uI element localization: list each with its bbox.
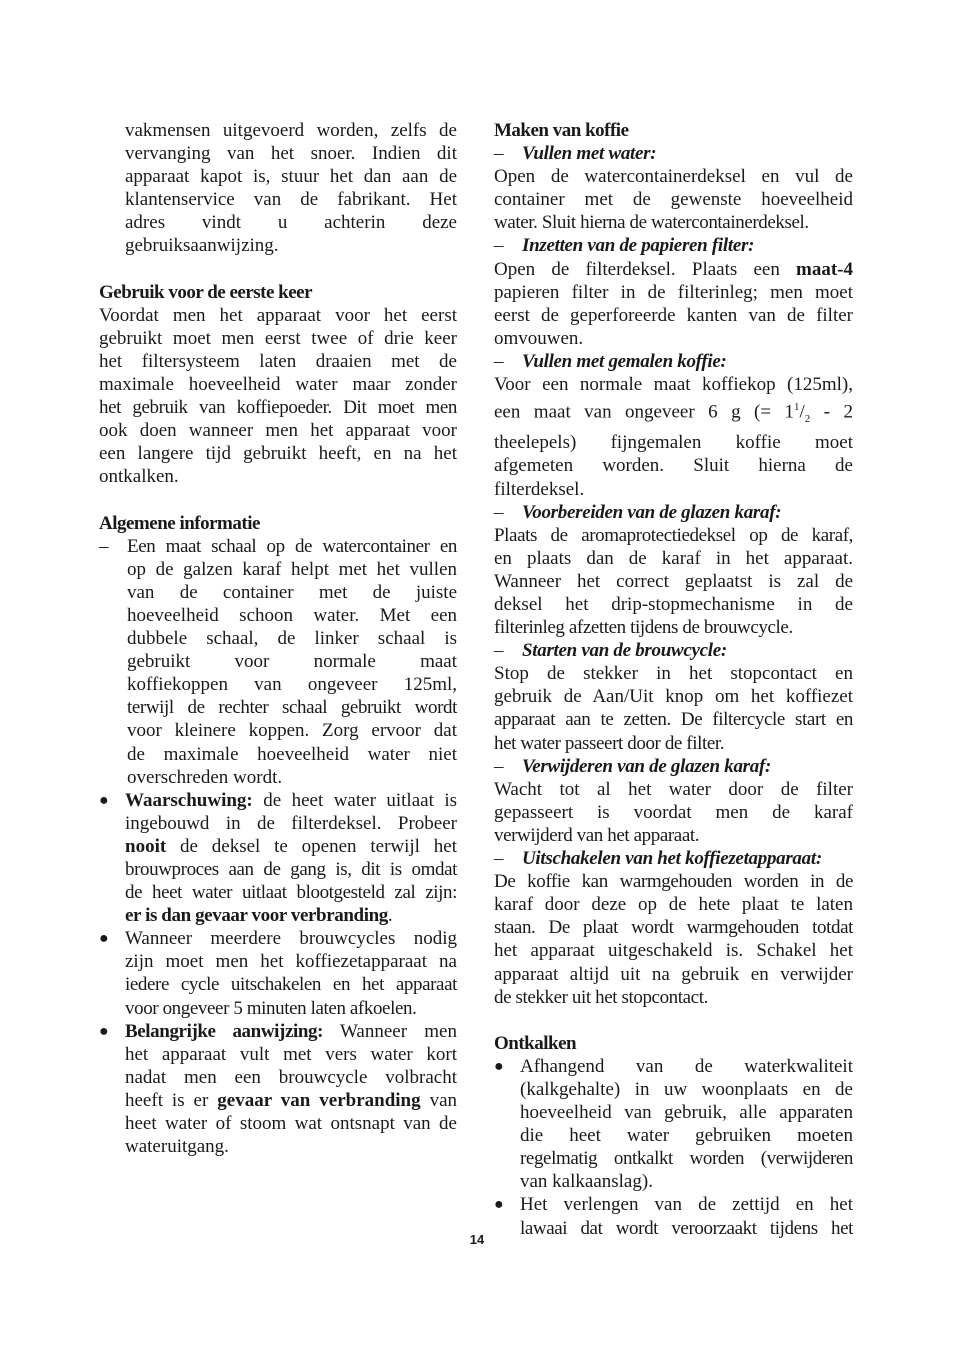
text-line: de stekker uit het stopcontact. [494, 986, 708, 1008]
text-run: een maat van ongeveer 6 g (= 1 [494, 401, 794, 423]
subheading [494, 639, 853, 662]
subheading [494, 234, 853, 257]
text-line: adres vindt u achterin deze [125, 212, 457, 234]
text-run: Wanneer men [323, 1020, 457, 1042]
bullet-icon: ● [494, 1196, 504, 1214]
text-line: gepasseert is voordat men de karaf [494, 801, 853, 823]
text-line: de maximale hoeveelheid water niet [127, 743, 457, 765]
text-line: vakmensen uitgevoerd worden, zelfs de [125, 120, 457, 141]
right-column [494, 119, 853, 1240]
subheading-text: Vullen met water: [522, 143, 657, 165]
subheading [494, 350, 853, 373]
fraction-denominator: 2 [804, 413, 811, 426]
text-line: het apparaat uitgeschakeld is. Schakel het [494, 940, 853, 962]
text-line: zijn moet men het koffiezetapparaat na [125, 951, 457, 973]
text-line: brouwproces aan de gang is, dit is omdat [125, 859, 457, 880]
text-line: van de container met de juiste [127, 581, 457, 603]
text-line: het gebruik van koffiepoeder. Dit moet men [99, 397, 457, 419]
text-line: regelmatig ontkalkt worden (verwijderen [520, 1148, 853, 1170]
text-line: Wanneer meerdere brouwcycles nodig [125, 928, 457, 950]
subheading-text: Inzetten van de papieren filter: [522, 235, 755, 257]
text-line: hoeveelheid van gebruik, alle apparaten [520, 1102, 853, 1124]
dash-marker: – [494, 755, 504, 777]
text-line: gebruik de Aan/Uit knop om het koffiezet [494, 686, 853, 708]
text-run: van [420, 1089, 457, 1111]
fraction-numerator: 1 [794, 401, 800, 414]
text-line: apparaat aan te zetten. De filtercycle start en [494, 709, 853, 731]
text-line: van kalkaanslag). [520, 1171, 653, 1193]
text-line: ingebouwd in de filterdeksel. Probeer [125, 812, 457, 834]
subheading [494, 847, 853, 870]
note-item [99, 1020, 457, 1159]
dash-marker: – [494, 350, 504, 372]
text-line: dubbele schaal, de linker schaal is [127, 628, 457, 650]
text-line: gebruikt voor normale maat [127, 651, 457, 673]
subheading-text: Verwijderen van de glazen karaf: [522, 755, 772, 777]
text-line: voor kleinere koppen. Zorg ervoor dat [127, 720, 457, 742]
text-run: heeft is er [125, 1089, 218, 1111]
emphasis-text: er is dan gevaar voor verbranding [125, 905, 388, 927]
section-heading: Algemene informatie [99, 512, 260, 534]
text-line: staan. De plaat wordt warmgehouden totdat [494, 917, 853, 939]
text-line: het apparaat vult met vers water kort [125, 1043, 457, 1065]
text-line: een langere tijd gebruikt heeft, en na het [99, 443, 457, 465]
page-number: 14 [469, 1232, 485, 1247]
text-run: Open de filterdeksel. Plaats een [494, 258, 797, 280]
text-line: Voor een normale maat koffiekop (125ml), [494, 374, 853, 396]
fraction-slash: / [799, 401, 805, 423]
list-item [494, 1055, 853, 1194]
section-heading: Maken van koffie [494, 120, 629, 141]
warning-label: Waarschuwing: [125, 789, 253, 811]
text-line: wateruitgang. [125, 1136, 229, 1158]
text-line: het water passeert door de filter. [494, 732, 725, 754]
text-line: die heet water gebruiken moeten [520, 1125, 853, 1147]
left-column [99, 119, 457, 1158]
text-line: de heet water uitlaat blootgesteld zal zijn: [125, 882, 457, 904]
text-line: ontkalken. [99, 466, 179, 488]
bullet-icon: ● [99, 1022, 109, 1040]
text-line: vervanging van het snoer. Indien dit [125, 143, 457, 165]
text-line: Afhangend van de waterkwaliteit [520, 1055, 853, 1077]
subheading [494, 501, 853, 524]
first-use-paragraph [99, 304, 457, 489]
text-line: (kalkgehalte) in uw woonplaats en de [520, 1078, 853, 1100]
text-line: maximale hoeveelheid water maar zonder [99, 374, 457, 396]
subheading-text: Vullen met gemalen koffie: [522, 350, 727, 372]
text-line: afgemeten worden. Sluit hierna de [494, 455, 853, 477]
note-label: Belangrijke aanwijzing: [125, 1020, 324, 1042]
dash-marker: – [494, 848, 504, 870]
bullet-icon: ● [494, 1057, 504, 1075]
text-line: op de galzen karaf helpt met het vullen [127, 558, 457, 580]
text-line: klantenservice van de fabrikant. Het [125, 189, 457, 211]
text-line: hoeveelheid schoon water. Met een [127, 604, 457, 626]
text-line: Open de watercontainerdeksel en vul de [494, 166, 853, 188]
emphasis-text: gevaar van verbranding [217, 1089, 421, 1111]
text-line: papieren filter in de filterinleg; men moet [494, 281, 853, 303]
text-line: omvouwen. [494, 327, 584, 349]
intro-paragraph [99, 119, 457, 258]
section-heading: Ontkalken [494, 1032, 577, 1054]
text-run: de deksel te openen terwijl het [166, 835, 457, 857]
dash-marker: – [494, 501, 504, 523]
subheading [494, 142, 853, 165]
text-line: apparaat kapot is, stuur het dan aan de [125, 166, 457, 188]
subheading-text: Voorbereiden van de glazen karaf: [522, 501, 782, 523]
emphasis-text: nooit [125, 835, 167, 857]
text-line: koffiekoppen van ongeveer 125ml, [127, 674, 457, 696]
subheading [494, 755, 853, 778]
text-line: overschreden wordt. [127, 766, 283, 788]
text-line: verwijderd van het apparaat. [494, 824, 700, 846]
dash-marker: – [99, 535, 109, 557]
text-line: filterdeksel. [494, 478, 585, 500]
text-line: Een maat schaal op de watercontainer en [127, 535, 457, 557]
text-line: Het verlengen van de zettijd en het [520, 1194, 853, 1216]
dash-marker: – [494, 235, 504, 257]
list-item [99, 927, 457, 1019]
text-line: Wanneer het correct geplaatst is zal de [494, 570, 853, 592]
section-heading: Gebruik voor de eerste keer [99, 281, 313, 303]
list-item [99, 535, 457, 789]
text-line: het filtersysteem laten draaien met de [99, 350, 457, 372]
text-line: iedere cycle uitschakelen en het apparaat [125, 974, 457, 996]
text-line: en plaats dan de karaf in het apparaat. [494, 547, 853, 569]
text-run: - 2 [810, 401, 853, 423]
text-line: water. Sluit hierna de watercontainerdeksel. [494, 212, 809, 234]
text-line: nadat men een brouwcycle volbracht [125, 1066, 457, 1088]
text-line: terwijl de rechter schaal gebruikt wordt [127, 697, 457, 719]
bullet-icon: ● [99, 930, 109, 948]
warning-item [99, 789, 457, 928]
subheading-text: Starten van de brouwcycle: [522, 640, 727, 662]
text-run: de heet water uitlaat is [252, 789, 457, 811]
text-line: Wacht tot al het water door de filter [494, 778, 853, 800]
text-run: . [387, 905, 393, 927]
text-line: Stop de stekker in het stopcontact en [494, 663, 853, 685]
bullet-icon: ● [99, 791, 109, 809]
text-line: theelepels) fijngemalen koffie moet [494, 432, 853, 454]
text-line: lawaai dat wordt veroorzaakt tijdens het [520, 1217, 853, 1239]
dash-marker: – [494, 640, 504, 662]
text-line: filterinleg afzetten tijdens de brouwcycle. [494, 617, 793, 639]
text-line: heet water of stoom wat ontsnapt van de [125, 1113, 457, 1135]
text-line: gebruikt moet men eerst twee of drie keer [99, 327, 457, 349]
text-line: ook doen wanneer men het apparaat voor [99, 420, 457, 442]
text-line: karaf door deze op de hete plaat te laten [494, 894, 853, 916]
dash-marker: – [494, 143, 504, 165]
text-line: Voordat men het apparaat voor het eerst [99, 304, 457, 326]
text-line: eerst de geperforeerde kanten van de filter [494, 304, 853, 326]
text-line: gebruiksaanwijzing. [125, 235, 279, 257]
text-line: apparaat altijd uit na gebruik en verwijder [494, 963, 853, 985]
text-line: Plaats de aromaprotectiedeksel op de karaf, [494, 524, 853, 546]
text-line: De koffie kan warmgehouden worden in de [494, 871, 853, 893]
text-line: container met de gewenste hoeveelheid [494, 189, 853, 211]
subheading-text: Uitschakelen van het koffiezetapparaat: [522, 848, 822, 870]
text-line: deksel het drip-stopmechanisme in de [494, 594, 853, 615]
emphasis-text: maat-4 [796, 258, 853, 280]
text-line: voor ongeveer 5 minuten laten afkoelen. [125, 997, 417, 1019]
